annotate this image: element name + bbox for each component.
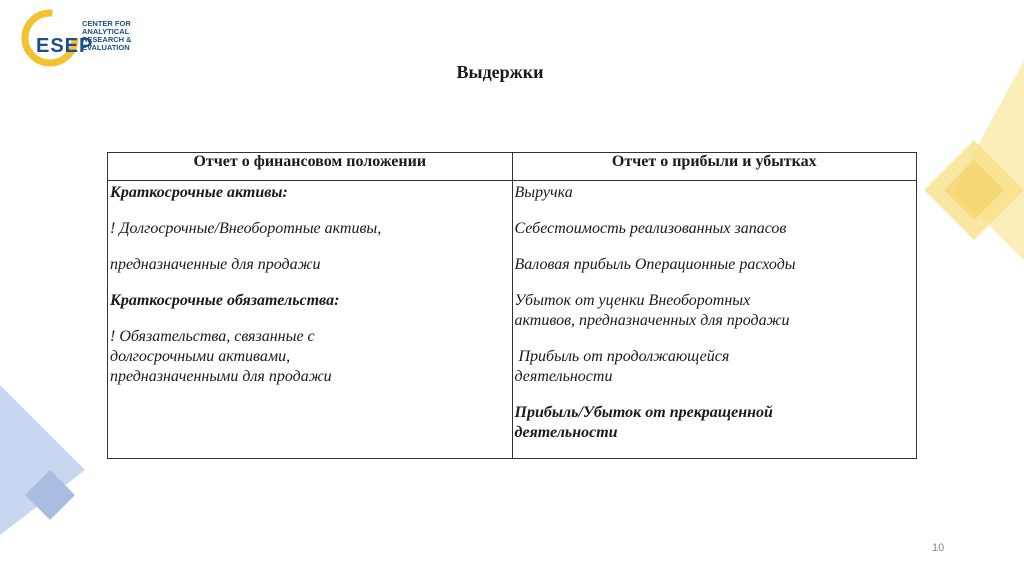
profit-loss-cell	[512, 181, 917, 459]
header-profit-loss: Отчет о прибыли и убытках	[512, 153, 917, 181]
line: Валовая прибыль Операционные расходы	[514, 256, 796, 273]
line: Себестоимость реализованных запасов	[514, 220, 787, 237]
line: активов, предназначенных для продажи	[514, 312, 790, 329]
line: Краткосрочные активы:	[110, 184, 288, 201]
financial-position-cell	[108, 181, 513, 459]
logo-org-text: CENTER FOR ANALYTICAL RESEARCH & EVALUATION	[82, 19, 132, 52]
slide-title: Выдержки	[456, 62, 544, 82]
statements-table	[107, 152, 917, 459]
line: Убыток от уценки Внеоборотных	[514, 292, 751, 309]
decor-blue-shapes	[0, 385, 90, 535]
line: деятельности	[514, 368, 613, 385]
line: долгосрочными активами,	[110, 348, 291, 365]
line: предназначенными для продажи	[110, 368, 332, 385]
line: Краткосрочные обязательства:	[110, 292, 340, 309]
header-financial-position: Отчет о финансовом положении	[108, 153, 513, 181]
page-number: 10	[932, 542, 945, 554]
decor-yellow-shapes	[914, 60, 1024, 280]
line: ! Обязательства, связанные с	[110, 328, 315, 345]
line: ! Долгосрочные/Внеоборотные активы,	[110, 220, 382, 237]
line: Прибыль/Убыток от прекращенной	[514, 404, 773, 421]
line: Выручка	[514, 184, 573, 201]
line: деятельности	[514, 424, 618, 441]
line: Прибыль от продолжающейся	[514, 348, 730, 365]
logo-word: ESEP	[36, 35, 94, 57]
line: предназначенные для продажи	[110, 256, 321, 273]
